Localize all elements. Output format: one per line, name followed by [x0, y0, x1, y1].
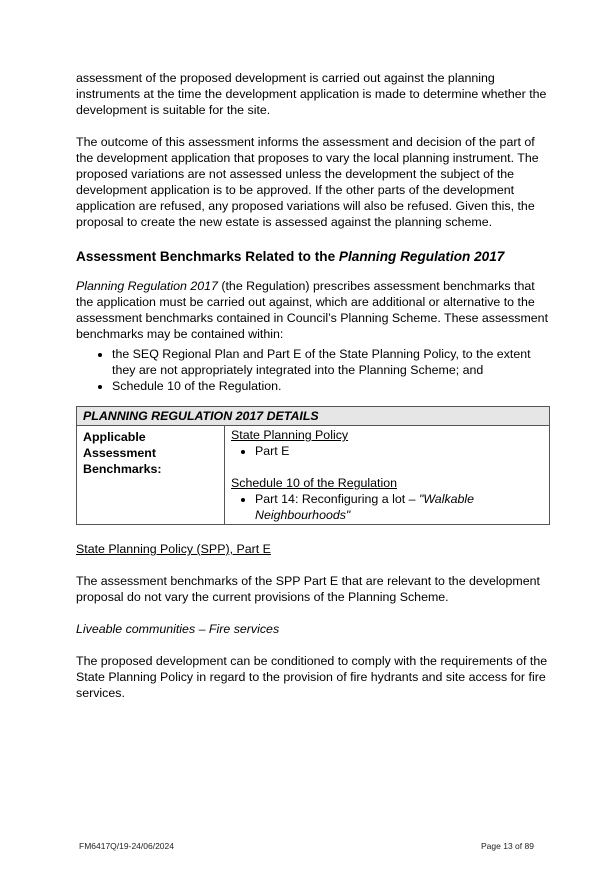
- list-item: • the SEQ Regional Plan and Part E of the State Planning Policy, to the extent they are not appropriately integrated into the Planning Scheme; and: [112, 346, 548, 378]
- table-value: [225, 426, 550, 525]
- page-content: [76, 70, 548, 701]
- footer-page-number: Page 13 of 89: [481, 841, 534, 851]
- intro-paragraph: assessment of the proposed development is carried out against the planning instruments at the time the development application is made to determine whether the development is suitable for the site.: [76, 71, 547, 117]
- footer-reference: FM6417Q/19-24/06/2024: [79, 841, 174, 851]
- table-label: Applicable Assessment Benchmarks:: [77, 426, 225, 525]
- spp-paragraph: The assessment benchmarks of the SPP Part E that are relevant to the development proposal do not vary the current provisions of the Planning Scheme.: [76, 574, 540, 604]
- regulation-title: Planning Regulation 2017: [76, 279, 218, 293]
- schedule-item-italic: "Walkable Neighbourhoods": [255, 492, 475, 522]
- section-heading-prefix: Assessment Benchmarks Related to the: [76, 249, 339, 264]
- table-header: PLANNING REGULATION 2017 DETAILS: [77, 407, 550, 426]
- group-title-spp: State Planning Policy: [231, 428, 349, 442]
- spp-heading: State Planning Policy (SPP), Part E: [76, 542, 271, 556]
- list-item: • Schedule 10 of the Regulation.: [112, 378, 548, 394]
- benchmark-list: [76, 346, 548, 394]
- schedule-list: [231, 491, 543, 523]
- liveable-heading: Liveable communities – Fire services: [76, 622, 280, 636]
- schedule-item-text: Part 14: Reconfiguring a lot –: [255, 492, 419, 506]
- liveable-paragraph: The proposed development can be conditioned to comply with the requirements of the State Planning Policy in regard to the provision of fire hydrants and site access for fire services.: [76, 654, 548, 700]
- spp-list: [231, 443, 543, 459]
- list-item: [255, 491, 543, 523]
- section-heading: [76, 248, 548, 266]
- group-title-schedule: Schedule 10 of the Regulation: [231, 476, 398, 490]
- section-heading-italic: Planning Regulation 2017: [338, 249, 505, 264]
- regulation-paragraph: [76, 278, 548, 342]
- regulation-text: (the Regulation) prescribes assessment benchmarks that the application must be carried out against, which are additional or alternative to the assessment benchmarks contained in Council’s Planning Scheme. These assessment benchmarks may be contained within:: [76, 279, 549, 341]
- outcome-paragraph: The outcome of this assessment informs the assessment and decision of the part of the development application that proposes to vary the local planning instrument. The proposed variations are not assessed unless the development the subject of the development application is to be approved. If the other parts of the development application are refused, any proposed variations will also be refused. Given this, the proposal to create the new estate is assessed against the planning scheme.: [76, 135, 539, 229]
- table-row: [77, 426, 550, 525]
- planning-regulation-table: [76, 406, 550, 525]
- list-item: • Part E: [255, 443, 543, 459]
